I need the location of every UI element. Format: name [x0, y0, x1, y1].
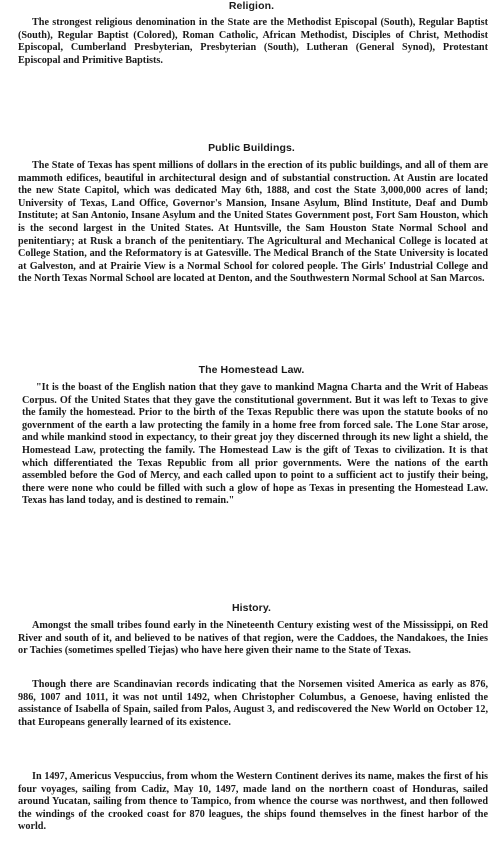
section-heading-religion: Religion. [228, 0, 275, 12]
religion-paragraph: The strongest religious denomination in the State are the Methodist Episcopal (South), Regular Baptist (South), Regular Baptist (Colored), Roman Catholic, African Methodist, Disciples of Christ, Methodist Episcopal, Cumberland Presbyterian, Presbyterian (South), Lutheran (General Synod), Protestant Episcopal and Primitive Baptists. [18, 17, 488, 66]
history-paragraph: In 1497, Americus Vespuccius, from whom the Western Continent derives its name, makes the first of his four voyages, sailing from Cadiz, May 10, 1497, made land on the northern coast of Honduras, sailed around Yucatan, sailing from thence to Tampico, from whence the course was northwest, and then followed the windings of the crooked coast for 870 leagues, the ships found themselves in the finest harbor of the world. [18, 771, 488, 833]
section-heading-public-buildings: Public Buildings. [208, 142, 295, 154]
history-paragraph: Though there are Scandinavian records indicating that the Norsemen visited America as early as 876, 986, 1007 and 1011, it was not until 1492, when Christopher Columbus, a Genoese, having enlisted the assistance of Isabella of Spain, sailed from Palos, August 3, and rediscovered the New World on October 12, that Europeans generally learned of its existence. [18, 679, 488, 728]
history-paragraph: Amongst the small tribes found early in the Nineteenth Century existing west of the Mississippi, on Red River and south of it, and believed to be natives of that region, were the Caddoes, the Nandakoes, the Inies or Tachies (sometimes spelled Tiejas) who have here given their name to the State of Texas. [18, 620, 488, 657]
section-heading-history: History. [231, 602, 272, 614]
public-buildings-paragraph: The State of Texas has spent millions of dollars in the erection of its public buildings, and all of them are mammoth edifices, beautiful in architectural design and of substantial construction. At Austin are located the new State Capitol, which was dedicated May 6th, 1888, and cost the State 3,000,000 acres of land; University of Texas, Land Office, Governor's Mansion, Insane Asylum, Blind Institute, Deaf and Dumb Institute; at San Antonio, Insane Asylum and the United States Government post, Fort Sam Houston, which is the second largest in the United States. At Huntsville, the Sam Houston State Normal School and penitentiary; at Rusk a branch of the penitentiary. The Agricultural and Mechanical College is located at College Station, and the Reformatory is at Gatesville. The Medical Branch of the State University is located at Galveston, and at Prairie View is a Normal School for colored people. The Girls' Industrial College and the North Texas Normal School are located at Denton, and the Southwestern Normal School at San Marcos. [18, 160, 488, 285]
section-heading-homestead-law: The Homestead Law. [198, 364, 305, 376]
homestead-law-quote: "It is the boast of the English nation that they gave to mankind Magna Charta and the Writ of Habeas Corpus. Of the United States that they gave the constitutional government. But it was left to Texas to give the family the homestead. Prior to the birth of the Texas Republic there was upon the statute books of no government of the earth a law protecting the family in a home free from forced sale. The Lone Star arose, and while mankind stood in expectancy, to their great joy they discerned through its new light a shield, the Homestead Law, protecting the family. The Homestead Law is the gift of Texas to civilization. It is that which differentiated the Texas Republic from all prior governments. Were the nations of the earth assembled before the God of Mercy, and each called upon to point to a sufficient act to justify their being, there were none who could be filled with such a glow of hope as Texas in presenting the Homestead Law. Texas has land today, and is destined to remain." [22, 382, 488, 507]
